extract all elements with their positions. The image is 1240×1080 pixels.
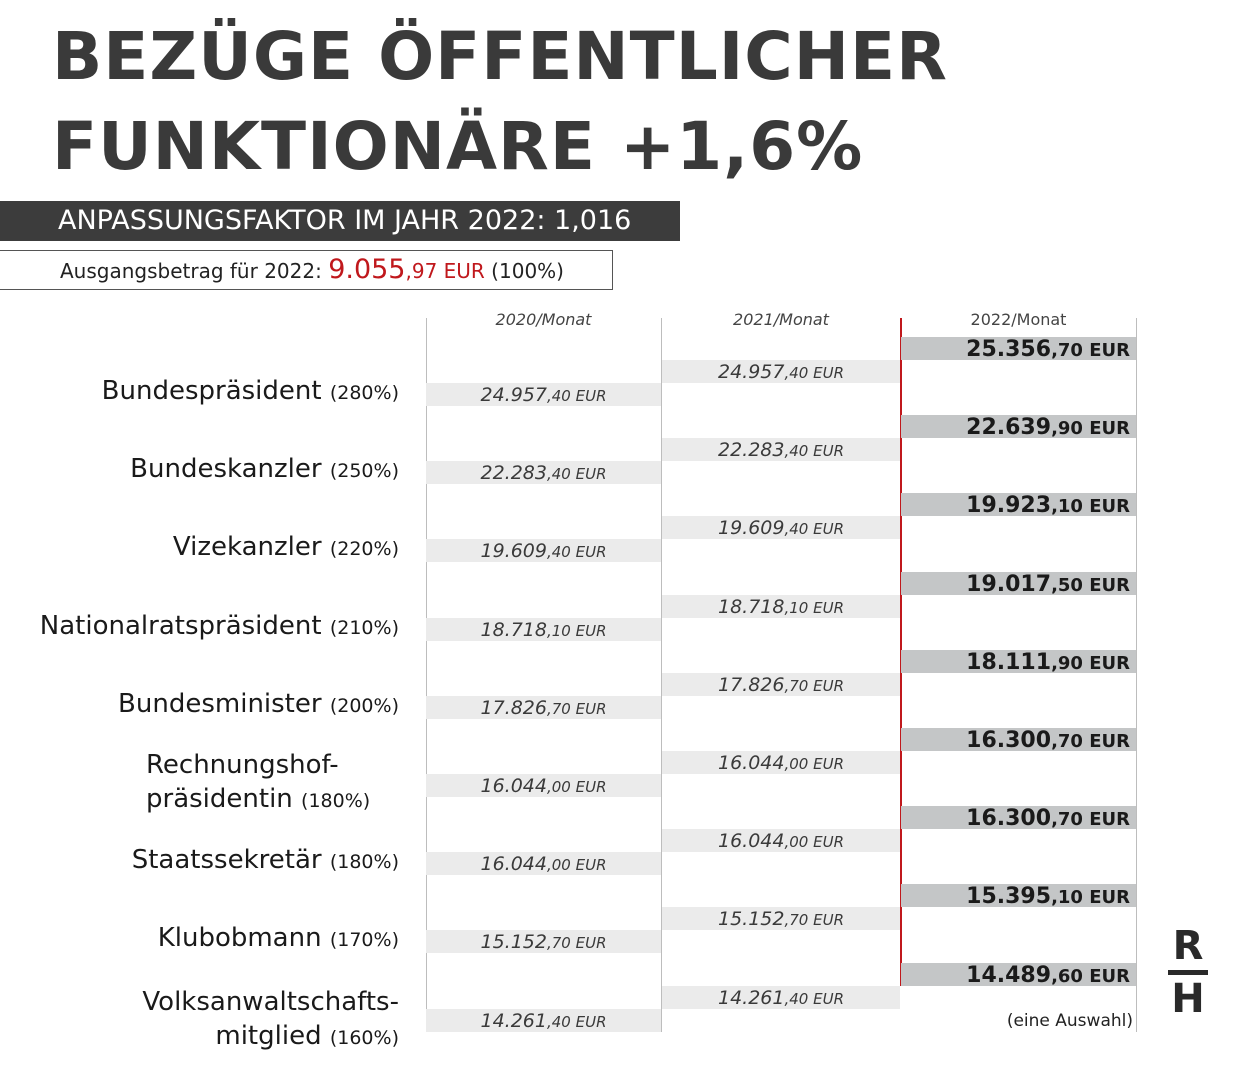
value-decimal: ,00 EUR: [546, 778, 607, 796]
row-label-text: mitglied: [215, 1021, 330, 1051]
row-label: [142, 985, 399, 1055]
value-decimal: ,40 EUR: [784, 520, 844, 538]
value-decimal: ,10 EUR: [1051, 496, 1130, 517]
value-cell: [426, 461, 661, 484]
row-label: [130, 452, 399, 488]
value-integer: 16.044: [480, 853, 547, 875]
value-decimal: ,70 EUR: [1051, 809, 1130, 830]
selection-note: (eine Auswahl): [1006, 1011, 1133, 1031]
value-integer: 16.044: [480, 775, 547, 797]
value-decimal: ,00 EUR: [784, 755, 844, 773]
row-label-text: [146, 782, 370, 818]
row-label: [146, 748, 370, 818]
row-label-percent: (250%): [329, 460, 399, 482]
value-integer: 15.152: [718, 908, 785, 930]
base-amount-small: ,97 EUR: [405, 259, 485, 283]
value-integer: 22.639: [966, 415, 1052, 440]
value-integer: 24.957: [480, 384, 547, 406]
value-cell: [426, 618, 661, 641]
row-label-text: [142, 1019, 399, 1055]
value-decimal: ,10 EUR: [1051, 887, 1130, 908]
row-label-percent: (180%): [301, 790, 371, 812]
column-divider: [1136, 318, 1137, 1032]
row-label-percent: (180%): [329, 851, 399, 873]
value-integer: 19.017: [966, 572, 1052, 597]
value-integer: 18.111: [966, 650, 1052, 675]
row-label: [173, 530, 399, 566]
value-integer: 19.609: [480, 540, 547, 562]
value-integer: 22.283: [480, 462, 547, 484]
value-decimal: ,70 EUR: [546, 700, 607, 718]
base-amount-prefix: Ausgangsbetrag für 2022:: [60, 259, 329, 283]
value-cell: [901, 884, 1136, 907]
page-title: [52, 12, 948, 192]
base-amount-box: [0, 250, 613, 290]
value-decimal: ,00 EUR: [546, 856, 607, 874]
value-decimal: ,00 EUR: [784, 833, 844, 851]
row-label-text: Bundeskanzler: [130, 454, 330, 484]
value-decimal: ,40 EUR: [784, 364, 844, 382]
row-label-percent: (200%): [329, 695, 399, 717]
value-cell: [662, 986, 900, 1009]
value-decimal: ,70 EUR: [784, 911, 844, 929]
title-line-1: BEZÜGE ÖFFENTLICHER: [52, 18, 948, 95]
title-line-2: FUNKTIONÄRE +1,6%: [52, 108, 864, 185]
value-cell: [662, 751, 900, 774]
value-decimal: ,70 EUR: [784, 677, 844, 695]
value-cell: [901, 572, 1136, 595]
value-integer: 17.826: [718, 674, 785, 696]
row-label-text: Bundesminister: [118, 689, 330, 719]
value-integer: 15.395: [966, 884, 1052, 909]
value-decimal: ,40 EUR: [784, 442, 844, 460]
value-cell: [426, 539, 661, 562]
value-decimal: ,70 EUR: [546, 934, 607, 952]
row-label-text: Staatssekretär: [131, 845, 330, 875]
row-label-percent: (160%): [329, 1027, 399, 1049]
value-integer: 14.261: [718, 987, 785, 1009]
column-header: 2022/Monat: [970, 310, 1067, 329]
value-cell: [901, 337, 1136, 360]
base-amount-suffix: (100%): [484, 259, 564, 283]
base-amount-big: 9.055: [328, 254, 406, 285]
value-cell: [901, 728, 1136, 751]
value-integer: 18.718: [480, 619, 547, 641]
value-integer: 14.261: [480, 1010, 547, 1032]
value-decimal: ,10 EUR: [784, 599, 844, 617]
value-integer: 19.609: [718, 517, 785, 539]
value-decimal: ,90 EUR: [1051, 653, 1130, 674]
row-label-text: präsidentin: [146, 784, 302, 814]
value-decimal: ,40 EUR: [546, 543, 607, 561]
value-cell: [901, 650, 1136, 673]
column-divider: [426, 318, 427, 1032]
value-cell: [426, 852, 661, 875]
row-label-text: Vizekanzler: [172, 532, 330, 562]
value-decimal: ,50 EUR: [1051, 575, 1130, 596]
adjustment-factor-banner: ANPASSUNGSFAKTOR IM JAHR 2022: 1,016: [0, 201, 680, 241]
row-label-percent: (280%): [329, 382, 399, 404]
value-cell: [901, 963, 1136, 986]
value-decimal: ,10 EUR: [546, 622, 607, 640]
value-decimal: ,40 EUR: [784, 990, 844, 1008]
row-label: [102, 374, 399, 410]
value-integer: 18.718: [718, 596, 785, 618]
row-label: [40, 609, 399, 645]
row-label-percent: (210%): [329, 617, 399, 639]
value-decimal: ,40 EUR: [546, 387, 607, 405]
row-label-percent: (170%): [329, 929, 399, 951]
value-cell: [662, 829, 900, 852]
row-label: [132, 843, 399, 879]
value-integer: 25.356: [966, 337, 1052, 362]
logo-divider: [1168, 970, 1208, 975]
row-label-text: Nationalratspräsident: [39, 611, 330, 641]
value-integer: 24.957: [718, 361, 785, 383]
value-cell: [426, 774, 661, 797]
value-cell: [901, 415, 1136, 438]
value-integer: 22.283: [718, 439, 785, 461]
value-decimal: ,70 EUR: [1051, 731, 1130, 752]
value-decimal: ,40 EUR: [546, 465, 607, 483]
value-cell: [662, 595, 900, 618]
value-cell: [662, 907, 900, 930]
value-decimal: ,60 EUR: [1051, 966, 1130, 987]
logo-letter-top: R: [1172, 923, 1204, 969]
value-integer: 17.826: [480, 697, 547, 719]
column-header: 2020/Monat: [495, 310, 592, 329]
value-cell: [426, 696, 661, 719]
value-decimal: ,40 EUR: [546, 1013, 607, 1031]
value-cell: [662, 360, 900, 383]
value-cell: [426, 1009, 661, 1032]
value-cell: [901, 493, 1136, 516]
row-label-percent: (220%): [329, 538, 399, 560]
value-integer: 15.152: [480, 931, 547, 953]
rh-logo: [1168, 924, 1208, 1021]
row-label-text: Klubobmann: [157, 923, 330, 953]
value-integer: 16.300: [966, 728, 1052, 753]
value-cell: [662, 673, 900, 696]
value-cell: [901, 806, 1136, 829]
value-cell: [662, 438, 900, 461]
row-label: [158, 921, 399, 957]
row-label: [118, 687, 399, 723]
value-cell: [426, 383, 661, 406]
value-integer: 16.300: [966, 806, 1052, 831]
value-integer: 19.923: [966, 493, 1052, 518]
value-cell: [662, 516, 900, 539]
row-label-text: Rechnungshof-: [146, 750, 339, 780]
value-decimal: ,90 EUR: [1051, 418, 1130, 439]
value-integer: 14.489: [966, 963, 1052, 988]
value-decimal: ,70 EUR: [1051, 340, 1130, 361]
value-integer: 16.044: [718, 752, 785, 774]
row-label-text: Volksanwaltschafts-: [142, 987, 399, 1017]
row-label-text: Bundespräsident: [101, 376, 330, 406]
value-integer: 16.044: [718, 830, 785, 852]
logo-letter-bottom: H: [1171, 976, 1205, 1022]
value-cell: [426, 930, 661, 953]
column-header: 2021/Monat: [733, 310, 829, 329]
